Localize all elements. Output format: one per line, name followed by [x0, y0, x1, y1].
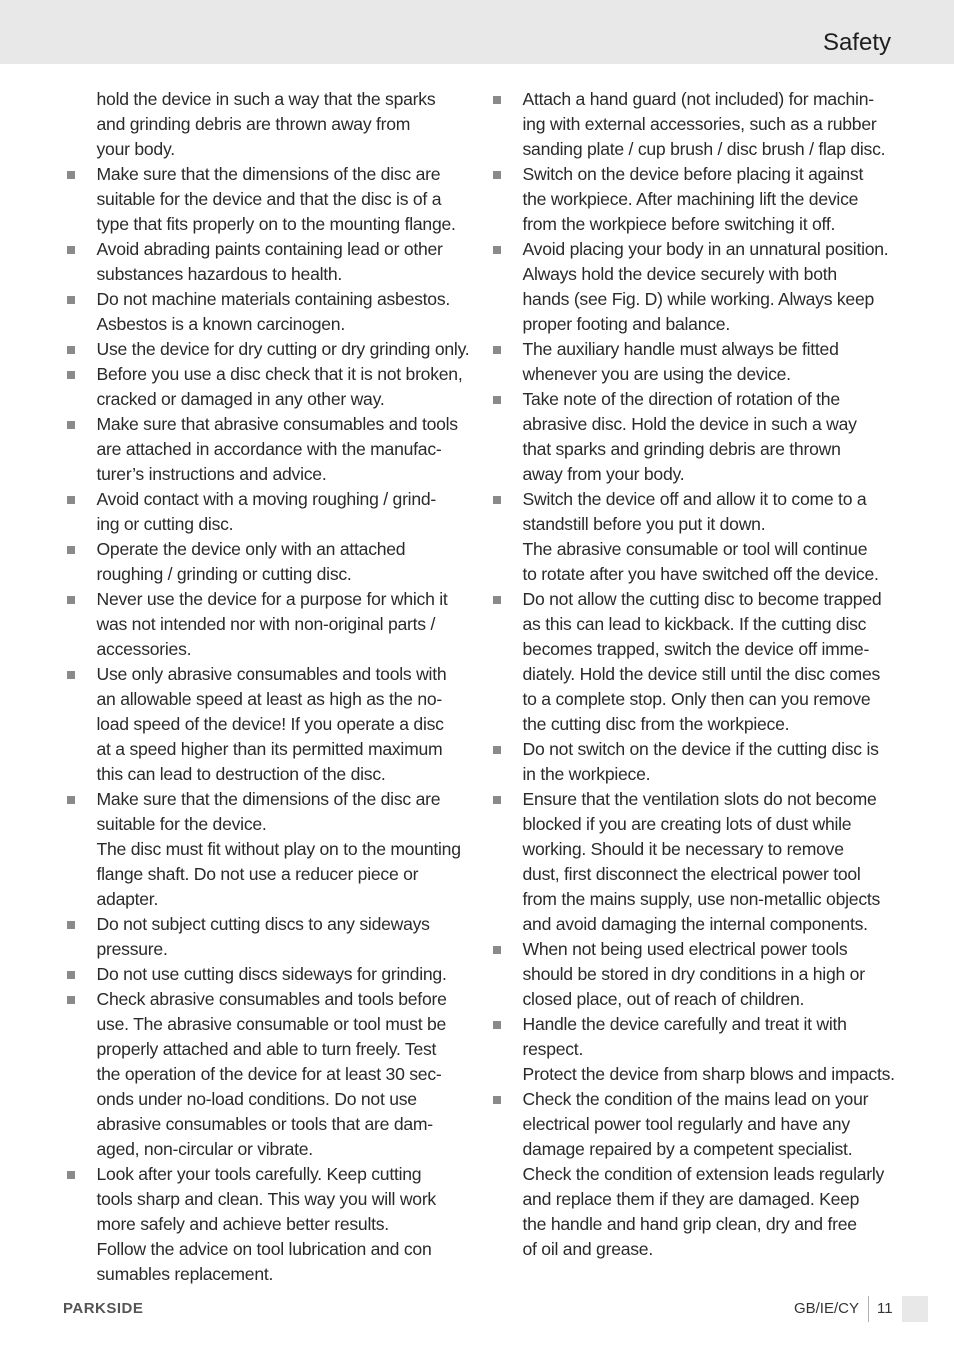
language-codes: GB/IE/CY: [793, 1300, 859, 1317]
square-bullet-icon: [67, 1171, 75, 1179]
square-bullet-icon: [493, 746, 501, 754]
square-bullet-icon: [67, 546, 75, 554]
square-bullet-icon: [493, 946, 501, 954]
right-column: [489, 87, 899, 1262]
text-line: blocked if you are creating lots of dust while: [522, 814, 852, 834]
square-bullet-icon: [493, 1021, 501, 1029]
text-line: diately. Hold the device still until the disc comes: [522, 664, 881, 684]
text-line: When not being used electrical power tools: [522, 939, 848, 959]
text-line: type that fits properly on to the mounting flange.: [96, 214, 456, 234]
text-line: Avoid contact with a moving roughing / grind-: [96, 489, 437, 509]
text-line: flange shaft. Do not use a reducer piece or: [96, 864, 419, 884]
text-line: and replace them if they are damaged. Keep: [522, 1189, 860, 1209]
text-line: becomes trapped, switch the device off imme-: [522, 639, 870, 659]
square-bullet-icon: [67, 921, 75, 929]
text-line: hands (see Fig. D) while working. Always keep: [522, 289, 875, 309]
text-line: suitable for the device.: [96, 814, 267, 834]
text-line: use. The abrasive consumable or tool must be: [96, 1014, 447, 1034]
square-bullet-icon: [493, 171, 501, 179]
text-line: whenever you are using the device.: [522, 364, 791, 384]
text-line: Never use the device for a purpose for which it: [96, 589, 448, 609]
text-line: The auxiliary handle must always be fitted: [522, 339, 839, 359]
text-line: Switch on the device before placing it against: [522, 164, 864, 184]
bullet-list-item: [489, 587, 899, 737]
square-bullet-icon: [67, 671, 75, 679]
bullet-list-item: [63, 487, 473, 537]
continuation-paragraph: [63, 87, 473, 162]
text-line: Attach a hand guard (not included) for machin-: [522, 89, 874, 109]
square-bullet-icon: [67, 796, 75, 804]
text-line: proper footing and balance.: [522, 314, 730, 334]
text-line: abrasive disc. Hold the device in such a way: [522, 414, 857, 434]
header-bar: [0, 0, 954, 64]
text-line: in the workpiece.: [522, 764, 651, 784]
bullet-list-item: [63, 162, 473, 237]
text-line: roughing / grinding or cutting disc.: [96, 564, 352, 584]
text-line: suitable for the device and that the disc is of a: [96, 189, 442, 209]
text-line: Asbestos is a known carcinogen.: [96, 314, 345, 334]
text-line: and grinding debris are thrown away from: [96, 114, 411, 134]
bullet-list-item: [489, 87, 899, 162]
square-bullet-icon: [493, 1096, 501, 1104]
text-line: turer’s instructions and advice.: [96, 464, 327, 484]
bullet-list-item: [489, 1012, 899, 1087]
text-line: Check the condition of extension leads regularly: [522, 1164, 885, 1184]
text-line: Do not allow the cutting disc to become trapped: [522, 589, 882, 609]
text-line: should be stored in dry conditions in a high or: [522, 964, 865, 984]
text-line: and avoid damaging the internal components.: [522, 914, 868, 934]
square-bullet-icon: [493, 396, 501, 404]
text-line: Do not switch on the device if the cutting disc is: [522, 739, 879, 759]
bullet-list-item: [489, 787, 899, 937]
square-bullet-icon: [493, 96, 501, 104]
text-line: load speed of the device! If you operate a disc: [96, 714, 444, 734]
bullet-list-item: [489, 337, 899, 387]
square-bullet-icon: [493, 346, 501, 354]
text-line: abrasive consumables or tools that are dam-: [96, 1114, 433, 1134]
text-line: the cutting disc from the workpiece.: [522, 714, 790, 734]
text-line: away from your body.: [522, 464, 685, 484]
bullet-list-item: [63, 362, 473, 412]
text-line: substances hazardous to health.: [96, 264, 343, 284]
bullet-list-item: [63, 962, 473, 987]
text-line: Do not use cutting discs sideways for grinding.: [96, 964, 447, 984]
text-line: accessories.: [96, 639, 192, 659]
text-line: cracked or damaged in any other way.: [96, 389, 385, 409]
text-line: of oil and grease.: [522, 1239, 653, 1259]
bullet-list-item: [489, 1087, 899, 1262]
text-line: this can lead to destruction of the disc.: [96, 764, 386, 784]
text-line: Operate the device only with an attached: [96, 539, 406, 559]
bullet-list-item: [489, 737, 899, 787]
bullet-list-item: [63, 587, 473, 662]
text-line: an allowable speed at least as high as the no-: [96, 689, 443, 709]
page-tab-marker: [902, 1296, 928, 1322]
text-line: Handle the device carefully and treat it with: [522, 1014, 847, 1034]
text-line: onds under no-load conditions. Do not use: [96, 1089, 417, 1109]
text-line: more safely and achieve better results.: [96, 1214, 389, 1234]
bullet-list-item: [63, 287, 473, 337]
text-line: pressure.: [96, 939, 168, 959]
text-line: Follow the advice on tool lubrication and con: [96, 1239, 432, 1259]
text-line: from the workpiece before switching it off.: [522, 214, 836, 234]
text-line: sumables replacement.: [96, 1264, 274, 1284]
square-bullet-icon: [493, 796, 501, 804]
left-column: [63, 87, 473, 1287]
square-bullet-icon: [493, 496, 501, 504]
text-line: from the mains supply, use non-metallic objects: [522, 889, 881, 909]
text-line: closed place, out of reach of children.: [522, 989, 805, 1009]
bullet-list-item: [63, 787, 473, 912]
text-line: Do not subject cutting discs to any sideways: [96, 914, 430, 934]
text-line: ing or cutting disc.: [96, 514, 234, 534]
footer-divider: [868, 1296, 869, 1322]
text-line: The abrasive consumable or tool will continue: [522, 539, 868, 559]
text-line: electrical power tool regularly and have any: [522, 1114, 850, 1134]
text-line: are attached in accordance with the manufac-: [96, 439, 442, 459]
square-bullet-icon: [67, 496, 75, 504]
text-line: standstill before you put it down.: [522, 514, 766, 534]
text-line: Look after your tools carefully. Keep cutting: [96, 1164, 422, 1184]
square-bullet-icon: [493, 596, 501, 604]
text-line: Check the condition of the mains lead on your: [522, 1089, 869, 1109]
text-line: ing with external accessories, such as a rubber: [522, 114, 877, 134]
text-line: Use only abrasive consumables and tools with: [96, 664, 447, 684]
bullet-list-item: [63, 987, 473, 1162]
page-number: 11: [877, 1300, 893, 1317]
text-line: hold the device in such a way that the sparks: [96, 89, 436, 109]
brand-logo: PARKSIDE: [63, 1300, 144, 1317]
bullet-list-item: [489, 937, 899, 1012]
text-line: Check abrasive consumables and tools before: [96, 989, 447, 1009]
bullet-list-item: [63, 337, 473, 362]
square-bullet-icon: [67, 296, 75, 304]
text-line: Avoid placing your body in an unnatural position.: [522, 239, 889, 259]
text-line: the workpiece. After machining lift the device: [522, 189, 859, 209]
square-bullet-icon: [67, 971, 75, 979]
text-line: Make sure that the dimensions of the disc are: [96, 789, 441, 809]
text-line: Always hold the device securely with both: [522, 264, 837, 284]
text-line: Protect the device from sharp blows and impacts.: [522, 1064, 895, 1084]
text-line: that sparks and grinding debris are thrown: [522, 439, 841, 459]
text-line: as this can lead to kickback. If the cutting disc: [522, 614, 867, 634]
bullet-list-item: [63, 912, 473, 962]
text-line: Make sure that abrasive consumables and tools: [96, 414, 458, 434]
text-line: Do not machine materials containing asbestos.: [96, 289, 451, 309]
square-bullet-icon: [493, 246, 501, 254]
text-line: at a speed higher than its permitted maximum: [96, 739, 443, 759]
text-line: working. Should it be necessary to remove: [522, 839, 844, 859]
text-line: to a complete stop. Only then can you remove: [522, 689, 871, 709]
text-line: Avoid abrading paints containing lead or other: [96, 239, 443, 259]
square-bullet-icon: [67, 171, 75, 179]
text-line: tools sharp and clean. This way you will work: [96, 1189, 436, 1209]
text-line: properly attached and able to turn freely. Test: [96, 1039, 437, 1059]
text-line: the handle and hand grip clean, dry and free: [522, 1214, 857, 1234]
text-line: Take note of the direction of rotation of the: [522, 389, 840, 409]
square-bullet-icon: [67, 371, 75, 379]
bullet-list-item: [63, 662, 473, 787]
text-line: adapter.: [96, 889, 159, 909]
text-line: was not intended nor with non-original parts /: [96, 614, 436, 634]
text-line: Switch the device off and allow it to come to a: [522, 489, 867, 509]
square-bullet-icon: [67, 346, 75, 354]
bullet-list-item: [489, 487, 899, 587]
square-bullet-icon: [67, 596, 75, 604]
text-line: Ensure that the ventilation slots do not become: [522, 789, 877, 809]
square-bullet-icon: [67, 246, 75, 254]
text-line: to rotate after you have switched off the device.: [522, 564, 879, 584]
square-bullet-icon: [67, 996, 75, 1004]
square-bullet-icon: [67, 421, 75, 429]
bullet-list-item: [63, 412, 473, 487]
bullet-list-item: [63, 537, 473, 587]
bullet-list-item: [63, 237, 473, 287]
text-line: damage repaired by a competent specialist.: [522, 1139, 853, 1159]
text-line: respect.: [522, 1039, 584, 1059]
text-line: your body.: [96, 139, 175, 159]
text-line: the operation of the device for at least 30 sec-: [96, 1064, 442, 1084]
bullet-list-item: [489, 387, 899, 487]
text-line: aged, non-circular or vibrate.: [96, 1139, 313, 1159]
text-line: dust, first disconnect the electrical power tool: [522, 864, 861, 884]
text-line: The disc must fit without play on to the mounting: [96, 839, 461, 859]
bullet-list-item: [63, 1162, 473, 1287]
bullet-list-item: [489, 237, 899, 337]
text-line: Make sure that the dimensions of the disc are: [96, 164, 441, 184]
text-line: sanding plate / cup brush / disc brush / flap disc.: [522, 139, 886, 159]
text-line: Use the device for dry cutting or dry grinding only.: [96, 339, 470, 359]
text-line: Before you use a disc check that it is not broken,: [96, 364, 463, 384]
page-title: Safety: [822, 29, 891, 56]
bullet-list-item: [489, 162, 899, 237]
